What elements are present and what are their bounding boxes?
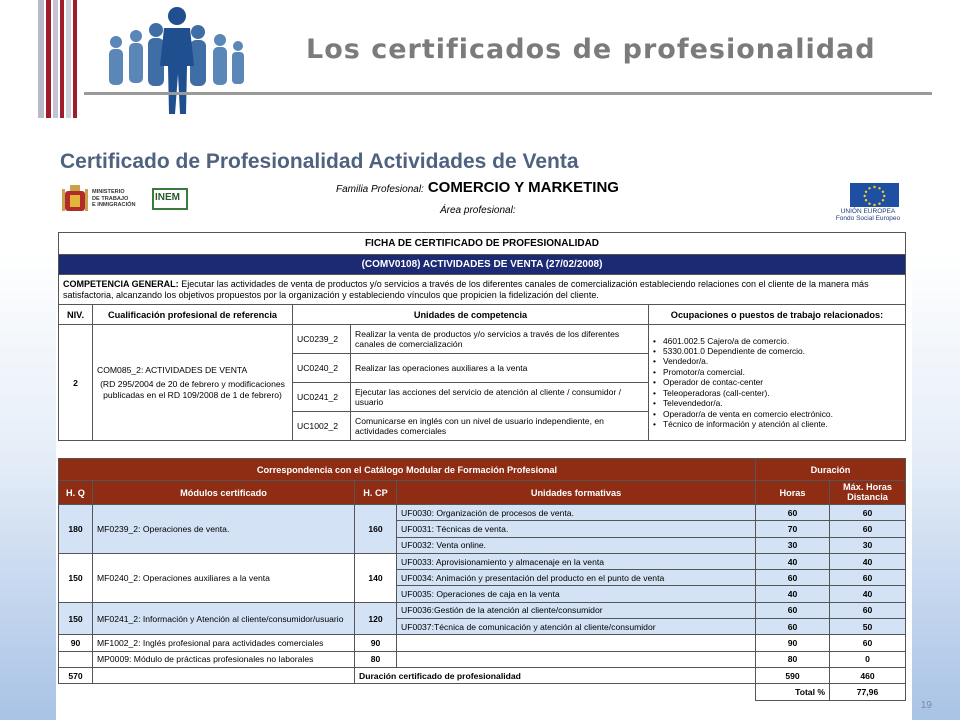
module-hq: 180 <box>59 505 93 554</box>
module-name: MP0009: Módulo de prácticas profesionales no laborales <box>93 651 355 667</box>
unit-name: UF0030: Organización de procesos de venta. <box>397 505 756 521</box>
uc-description: Ejecutar las acciones del servicio de atención al cliente / consumidor / usuario <box>351 383 649 412</box>
ocupacion-item: • Teleoperadoras (call-center). <box>653 388 901 398</box>
module-name: MF1002_2: Inglés profesional para actividades comerciales <box>93 635 355 651</box>
unit-horas: 40 <box>756 553 830 569</box>
cualificacion-rd: (RD 295/2004 de 20 de febrero y modificaciones publicadas en el RD 109/2008 de 1 de febrero) <box>100 379 285 400</box>
eu-caption-line: UNIÓN EUROPEA <box>840 208 896 215</box>
uc-code: UC0239_2 <box>293 325 351 354</box>
ficha-code-title: (COMV0108) ACTIVIDADES DE VENTA (27/02/2008) <box>59 255 906 275</box>
module-hcp: 120 <box>355 602 397 635</box>
ocupaciones-list <box>653 336 901 430</box>
ficha-table <box>58 232 906 441</box>
nivel-value: 2 <box>59 325 93 441</box>
ministry-text: DE TRABAJO <box>92 195 129 202</box>
eu-flag-icon <box>850 183 899 207</box>
eu-caption-line: Fondo Social Europeo <box>835 215 901 222</box>
page-title: Los certificados de profesionalidad <box>306 34 876 65</box>
col-max-horas: Máx. Horas Distancia <box>830 481 906 505</box>
unit-name <box>397 651 756 667</box>
unit-max: 60 <box>830 505 906 521</box>
unit-max: 30 <box>830 537 906 553</box>
competencia-text: Ejecutar las actividades de venta de productos y/o servicios a través de los diferentes canales de comercialización estableciendo relaciones con el cliente de la manera más satisfactoria, alcanzando los objetivos propuestos por la organización y estableciendo vínculos que propicien la fidelización del cliente. <box>63 278 869 300</box>
ocupacion-item: • Operador de contac-center <box>653 377 901 387</box>
module-hq: 150 <box>59 553 93 602</box>
col-niv: NIV. <box>59 305 93 325</box>
total-horas: 590 <box>756 667 830 683</box>
col-hq: H. Q <box>59 481 93 505</box>
uc-code: UC1002_2 <box>293 412 351 441</box>
unit-horas: 40 <box>756 586 830 602</box>
ocupacion-item: • 5330.001.0 Dependiente de comercio. <box>653 346 901 356</box>
module-hq: 150 <box>59 602 93 635</box>
unit-name: UF0035: Operaciones de caja en la venta <box>397 586 756 602</box>
total-pct: 77,96 <box>830 684 906 700</box>
cualificacion-name: COM085_2: ACTIVIDADES DE VENTA <box>97 364 248 375</box>
col-unidades-formativas: Unidades formativas <box>397 481 756 505</box>
total-hq: 570 <box>59 667 93 683</box>
ocupacion-item: • Técnico de información y atención al cliente. <box>653 419 901 429</box>
unit-max: 60 <box>830 570 906 586</box>
total-max: 460 <box>830 667 906 683</box>
competencia-general <box>59 275 906 305</box>
unit-horas: 70 <box>756 521 830 537</box>
col-modulos: Módulos certificado <box>93 481 355 505</box>
unit-max: 60 <box>830 521 906 537</box>
competencia-label: COMPETENCIA GENERAL: <box>63 278 179 289</box>
module-hcp: 140 <box>355 553 397 602</box>
uc-description: Comunicarse en inglés con un nivel de usuario independiente, en actividades comerciales <box>351 412 649 441</box>
header-divider <box>84 92 932 95</box>
unit-horas: 60 <box>756 570 830 586</box>
unit-name: UF0036:Gestión de la atención al cliente/consumidor <box>397 602 756 618</box>
inem-logo <box>152 184 190 216</box>
ocupacion-item: • Promotor/a comercial. <box>653 367 901 377</box>
unit-max: 60 <box>830 635 906 651</box>
page-subtitle: Certificado de Profesionalidad Actividades de Venta <box>60 150 579 173</box>
unit-max: 40 <box>830 586 906 602</box>
uc-code: UC0240_2 <box>293 354 351 383</box>
unit-name: UF0032: Venta online. <box>397 537 756 553</box>
module-hcp: 80 <box>355 651 397 667</box>
unit-horas: 30 <box>756 537 830 553</box>
certificate-document <box>56 176 912 720</box>
modular-table <box>58 458 906 701</box>
module-hq: 90 <box>59 635 93 651</box>
ficha-title: FICHA DE CERTIFICADO DE PROFESIONALIDAD <box>59 233 906 255</box>
ministry-text: MINISTERIO <box>92 189 125 195</box>
ministry-logo <box>62 184 146 216</box>
col-horas: Horas <box>756 481 830 505</box>
ocupacion-item: • 4601.002.5 Cajero/a de comercio. <box>653 336 901 346</box>
inem-logo-text: INEM <box>155 192 180 203</box>
unit-name: UF0033: Aprovisionamiento y almacenaje en la venta <box>397 553 756 569</box>
unit-max: 40 <box>830 553 906 569</box>
duracion-total-label: Duración certificado de profesionalidad <box>355 667 756 683</box>
spacer-cell <box>59 684 756 700</box>
col-hcp: H. CP <box>355 481 397 505</box>
family-label: Familia Profesional: <box>336 184 424 195</box>
uc-description: Realizar las operaciones auxiliares a la venta <box>351 354 649 383</box>
col-cualificacion: Cualificación profesional de referencia <box>93 305 293 325</box>
module-hcp: 160 <box>355 505 397 554</box>
spacer-cell <box>93 667 355 683</box>
page-number: 19 <box>920 700 932 711</box>
people-group-icon <box>96 4 248 120</box>
module-hq <box>59 651 93 667</box>
module-name: MF0241_2: Información y Atención al cliente/consumidor/usuario <box>93 602 355 635</box>
ocupaciones-cell <box>649 325 906 441</box>
unit-horas: 60 <box>756 602 830 618</box>
module-name: MF0240_2: Operaciones auxiliares a la venta <box>93 553 355 602</box>
uc-code: UC0241_2 <box>293 383 351 412</box>
col-ocupaciones: Ocupaciones o puestos de trabajo relacionados: <box>649 305 906 325</box>
col-unidades-competencia: Unidades de competencia <box>293 305 649 325</box>
total-pct-label: Total % <box>756 684 830 700</box>
module-hcp: 90 <box>355 635 397 651</box>
unit-horas: 90 <box>756 635 830 651</box>
duracion-header: Duración <box>756 459 906 481</box>
unit-horas: 60 <box>756 619 830 635</box>
area-label: Área profesional: <box>440 205 516 216</box>
eu-caption <box>832 208 904 222</box>
unit-name: UF0031: Técnicas de venta. <box>397 521 756 537</box>
modular-title: Correspondencia con el Catálogo Modular de Formación Profesional <box>59 459 756 481</box>
module-name: MF0239_2: Operaciones de venta. <box>93 505 355 554</box>
unit-name: UF0034: Animación y presentación del producto en el punto de venta <box>397 570 756 586</box>
unit-horas: 80 <box>756 651 830 667</box>
unit-max: 60 <box>830 602 906 618</box>
unit-horas: 60 <box>756 505 830 521</box>
family-value: COMERCIO Y MARKETING <box>427 179 619 196</box>
family-line <box>336 179 619 196</box>
ocupacion-item: • Televendedor/a. <box>653 398 901 408</box>
uc-description: Realizar la venta de productos y/o servicios a través de los diferentes canales de comercialización <box>351 325 649 354</box>
cualificacion-cell <box>93 325 293 441</box>
decorative-stripes <box>38 0 82 118</box>
unit-max: 50 <box>830 619 906 635</box>
ministry-text: E INMIGRACIÓN <box>92 202 136 209</box>
unit-max: 0 <box>830 651 906 667</box>
ocupacion-item: • Vendedor/a. <box>653 356 901 366</box>
coat-of-arms-icon <box>62 185 88 215</box>
unit-name <box>397 635 756 651</box>
unit-name: UF0037:Técnica de comunicación y atención al cliente/consumidor <box>397 619 756 635</box>
ocupacion-item: • Operador/a de venta en comercio electrónico. <box>653 409 901 419</box>
